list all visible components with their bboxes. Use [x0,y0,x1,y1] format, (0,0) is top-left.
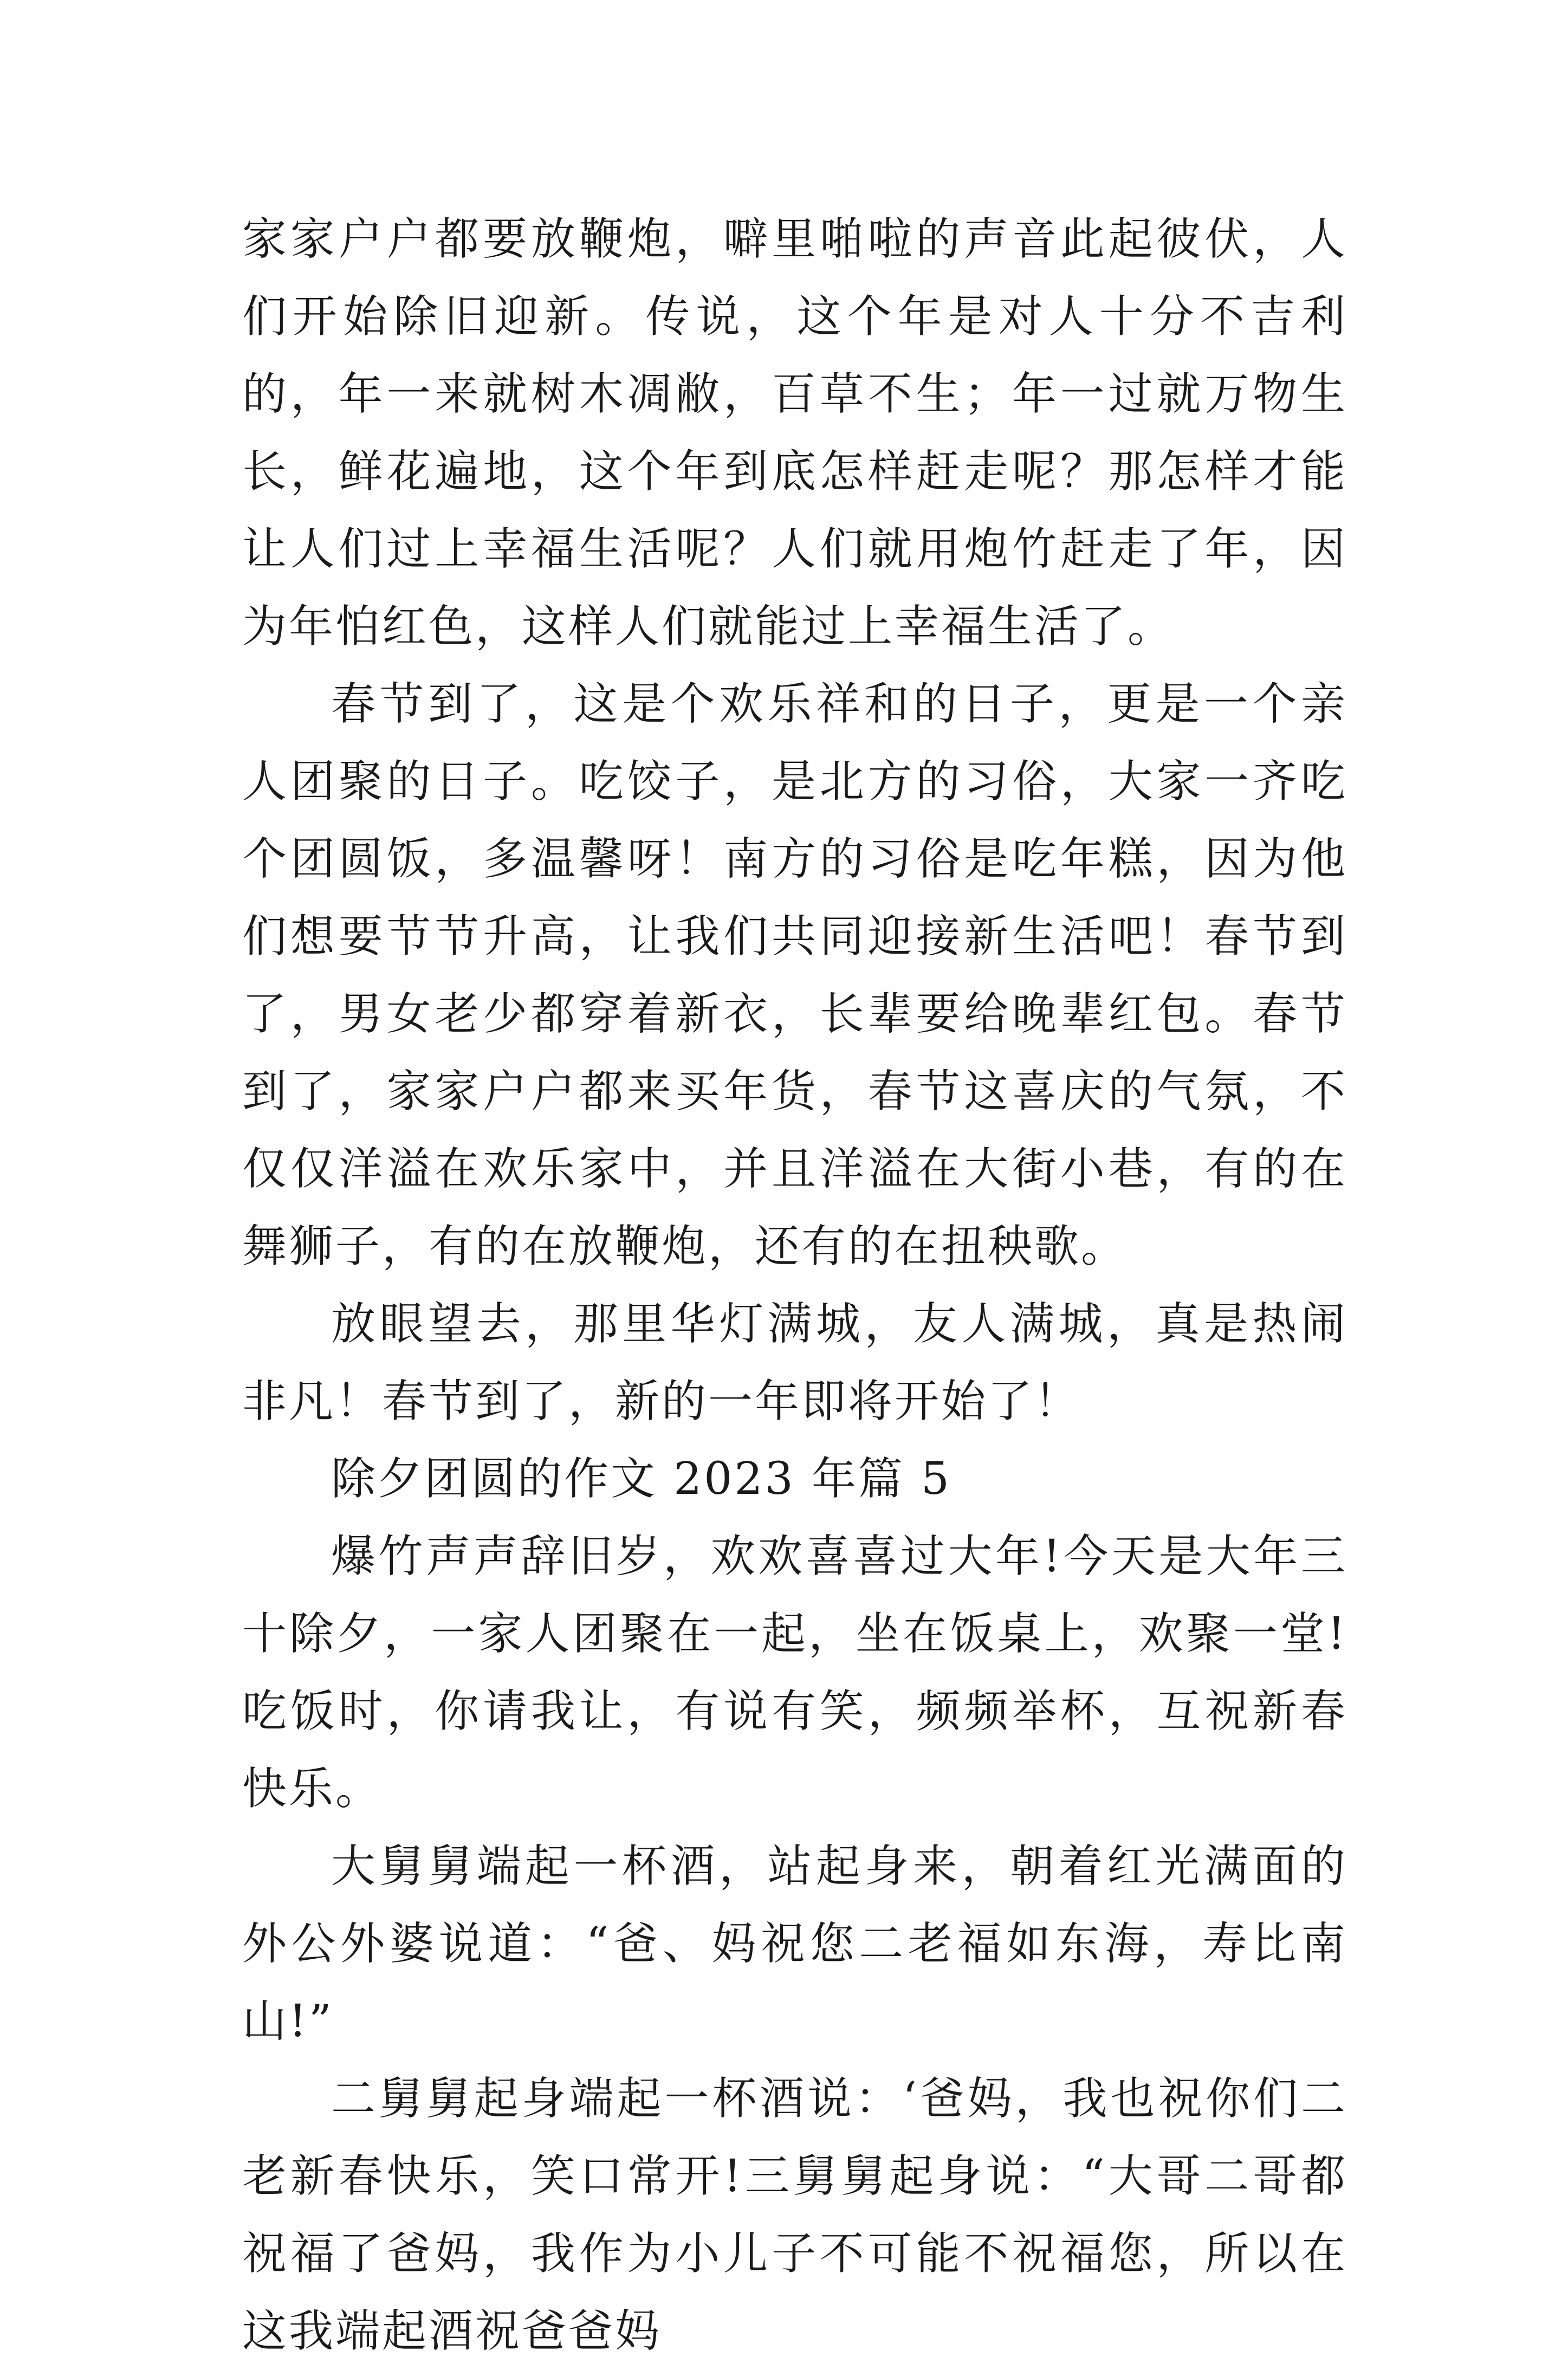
paragraph-2: 春节到了，这是个欢乐祥和的日子，更是一个亲人团聚的日子。吃饺子，是北方的习俗，大家一齐吃个团圆饭，多温馨呀！南方的习俗是吃年糕，因为他们想要节节升高，让我们共同迎接新生活吧！春节到了，男女老少都穿着新衣，长辈要给晚辈红包。春节到了，家家户户都来买年货，春节这喜庆的气氛，不仅仅洋溢在欢乐家中，并且洋溢在大街小巷，有的在舞狮子，有的在放鞭炮，还有的在扭秧歌。 [242,678,1347,1272]
paragraph-1: 家家户户都要放鞭炮，噼里啪啦的声音此起彼伏，人们开始除旧迎新。传说，这个年是对人十分不吉利的，年一来就树木凋敝，百草不生；年一过就万物生长，鲜花遍地，这个年到底怎样赶走呢？那怎样才能让人们过上幸福生活呢？人们就用炮竹赶走了年，因为年怕红色，这样人们就能过上幸福生活了。 [242,213,1347,652]
document-body [242,200,1347,2370]
paragraph-4: 爆竹声声辞旧岁，欢欢喜喜过大年!今天是大年三十除夕，一家人团聚在一起，坐在饭桌上，欢聚一堂!吃饭时，你请我让，有说有笑，频频举杯，互祝新春快乐。 [242,1531,1347,1815]
paragraph-5: 大舅舅端起一杯酒，站起身来，朝着红光满面的外公外婆说道：“爸、妈祝您二老福如东海，寿比南山!” [242,1841,1347,2047]
paragraph-6: 二舅舅起身端起一杯酒说：‘爸妈，我也祝你们二老新春快乐，笑口常开!三舅舅起身说：“大哥二哥都祝福了爸妈，我作为小儿子不可能不祝福您，所以在这我端起酒祝爸爸妈 [242,2073,1347,2357]
section-heading: 除夕团圆的作文 2023 年篇 5 [331,1453,952,1505]
paragraph-3: 放眼望去，那里华灯满城，友人满城，真是热闹非凡！春节到了，新的一年即将开始了！ [242,1298,1347,1427]
